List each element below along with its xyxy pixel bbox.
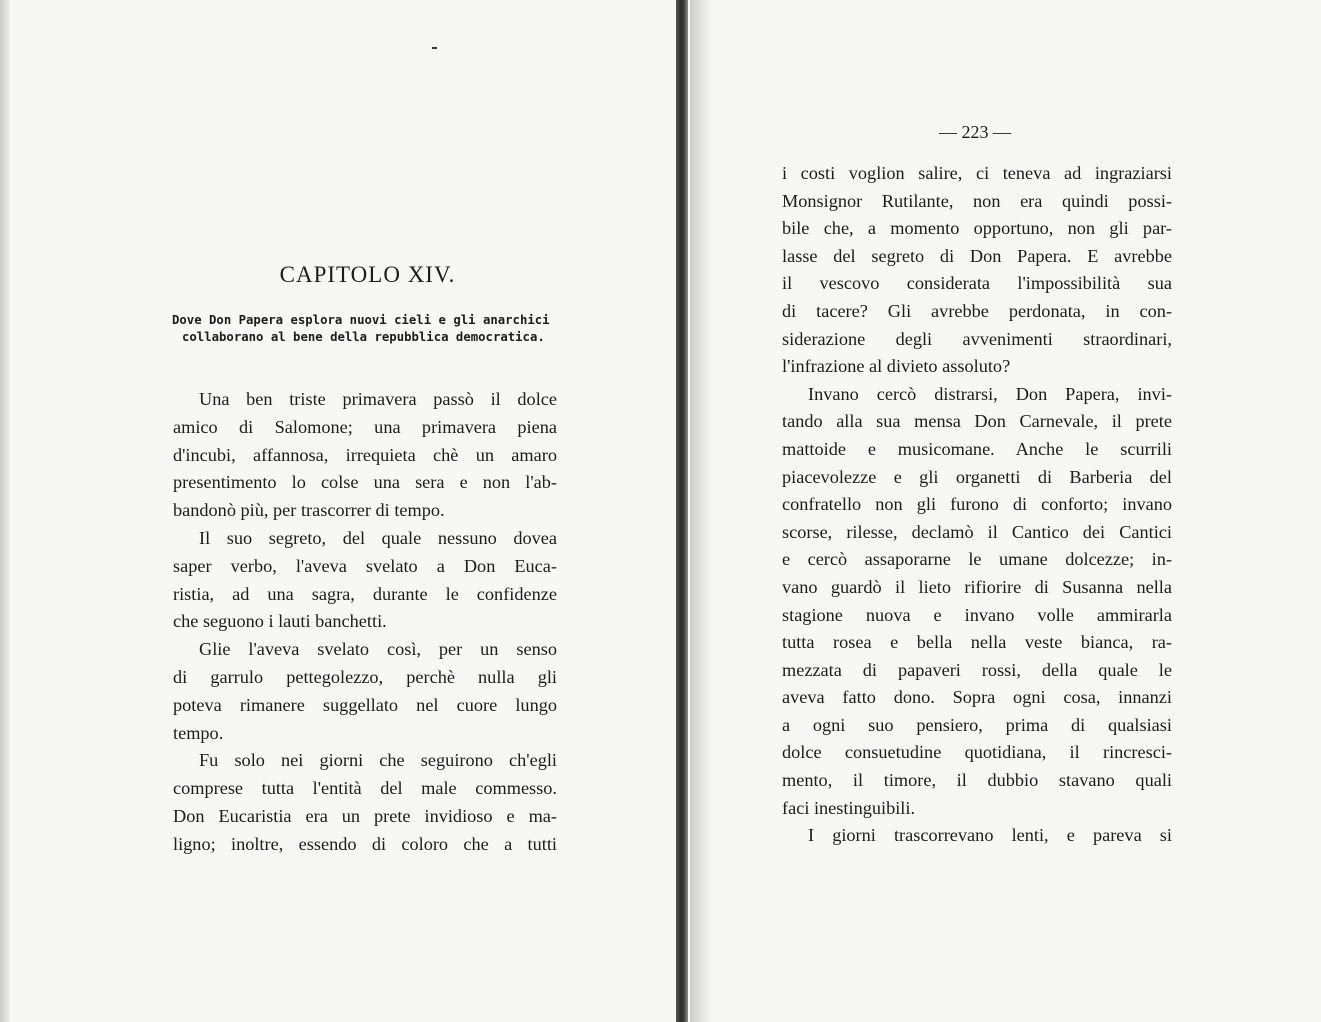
text-line: stagione nuova e invano volle ammirarla <box>782 604 1172 625</box>
text-line: di garrulo pettegolezzo, perchè nulla gli <box>173 666 557 687</box>
page-edge <box>0 0 10 1022</box>
text-line: a ogni suo pensiero, prima di qualsiasi <box>782 714 1172 735</box>
text-line: ligno; inoltre, essendo di coloro che a tutti <box>173 833 557 854</box>
text-line: d'incubi, affannosa, irrequieta chè un amaro <box>173 444 557 465</box>
chapter-title: CAPITOLO XIV. <box>279 262 456 287</box>
text-line: poteva rimanere suggellato nel cuore lungo <box>173 694 557 715</box>
text-line: di tacere? Gli avrebbe perdonata, in con- <box>782 300 1172 321</box>
text-line: dolce consuetudine quotidiana, il rincresci- <box>782 742 1172 763</box>
text-line: mento, il timore, il dubbio stavano quali <box>782 770 1172 791</box>
text-line: lasse del segreto di Don Papera. E avrebbe <box>782 245 1172 266</box>
text-line: e cercò assaporarne le umane dolcezze; in- <box>782 549 1172 570</box>
text-line: Glie l'aveva svelato così, per un senso <box>199 639 557 660</box>
text-line: piacevolezze e gli organetti di Barberia del <box>782 466 1172 487</box>
text-line: saper verbo, l'aveva svelato a Don Euca- <box>173 555 557 576</box>
text-line: il vescovo considerata l'impossibilità sua <box>782 273 1172 294</box>
text-line: siderazione degli avvenimenti straordinari, <box>782 328 1172 349</box>
text-line: l'infrazione al divieto assoluto? <box>782 356 1011 377</box>
text-line: Don Eucaristia era un prete invidioso e ma- <box>173 805 557 826</box>
left-body-text <box>173 386 557 859</box>
text-line: bile che, a momento opportuno, non gli par- <box>782 218 1172 239</box>
chapter-subtitle <box>172 312 560 346</box>
text-line: I giorni trascorrevano lenti, e pareva si <box>808 825 1172 846</box>
text-line: tempo. <box>173 722 224 743</box>
page-number: — 223 — <box>939 122 1011 142</box>
chapter-subtitle-line: collaborano al bene della repubblica democratica. <box>182 330 545 344</box>
text-line: presentimento lo colse una sera e non l'ab- <box>173 472 557 493</box>
text-line: ristia, ad una sagra, durante le confidenze <box>173 583 557 604</box>
text-line: mattoide e musicomane. Anche le scurrili <box>782 438 1172 459</box>
text-line: Invano cercò distrarsi, Don Papera, invi- <box>808 383 1172 404</box>
text-line: comprese tutta l'entità del male commesso. <box>173 778 557 799</box>
ink-speck <box>432 47 437 49</box>
text-line: aveva fatto dono. Sopra ogni cosa, innanzi <box>782 687 1172 708</box>
text-line: che seguono i lauti banchetti. <box>173 611 387 632</box>
right-body-text <box>782 160 1172 850</box>
gutter-shadow <box>690 0 712 1022</box>
chapter-subtitle-line: Dove Don Papera esplora nuovi cieli e gli anarchici <box>172 313 550 327</box>
text-line: bandonò più, per trascorrer di tempo. <box>173 500 445 521</box>
text-line: tando alla sua mensa Don Carnevale, il prete <box>782 411 1172 432</box>
text-line: scorse, rilesse, declamò il Cantico dei Cantici <box>782 521 1172 542</box>
text-line: Il suo segreto, del quale nessuno dovea <box>199 527 557 548</box>
text-line: Una ben triste primavera passò il dolce <box>199 389 557 409</box>
text-line: faci inestinguibili. <box>782 797 916 818</box>
text-line: i costi voglion salire, ci teneva ad ingraziarsi <box>782 163 1172 183</box>
text-line: mezzata di papaveri rossi, della quale le <box>782 659 1172 680</box>
text-line: amico di Salomone; una primavera piena <box>173 416 557 437</box>
text-line: Monsignor Rutilante, non era quindi possi- <box>782 190 1172 211</box>
text-line: confratello non gli furono di conforto; invano <box>782 494 1172 515</box>
text-line: vano guardò il lieto rifiorire di Susanna nella <box>782 576 1172 597</box>
text-line: tutta rosea e bella nella veste bianca, ra- <box>782 632 1172 653</box>
text-line: Fu solo nei giorni che seguirono ch'egli <box>199 750 557 771</box>
